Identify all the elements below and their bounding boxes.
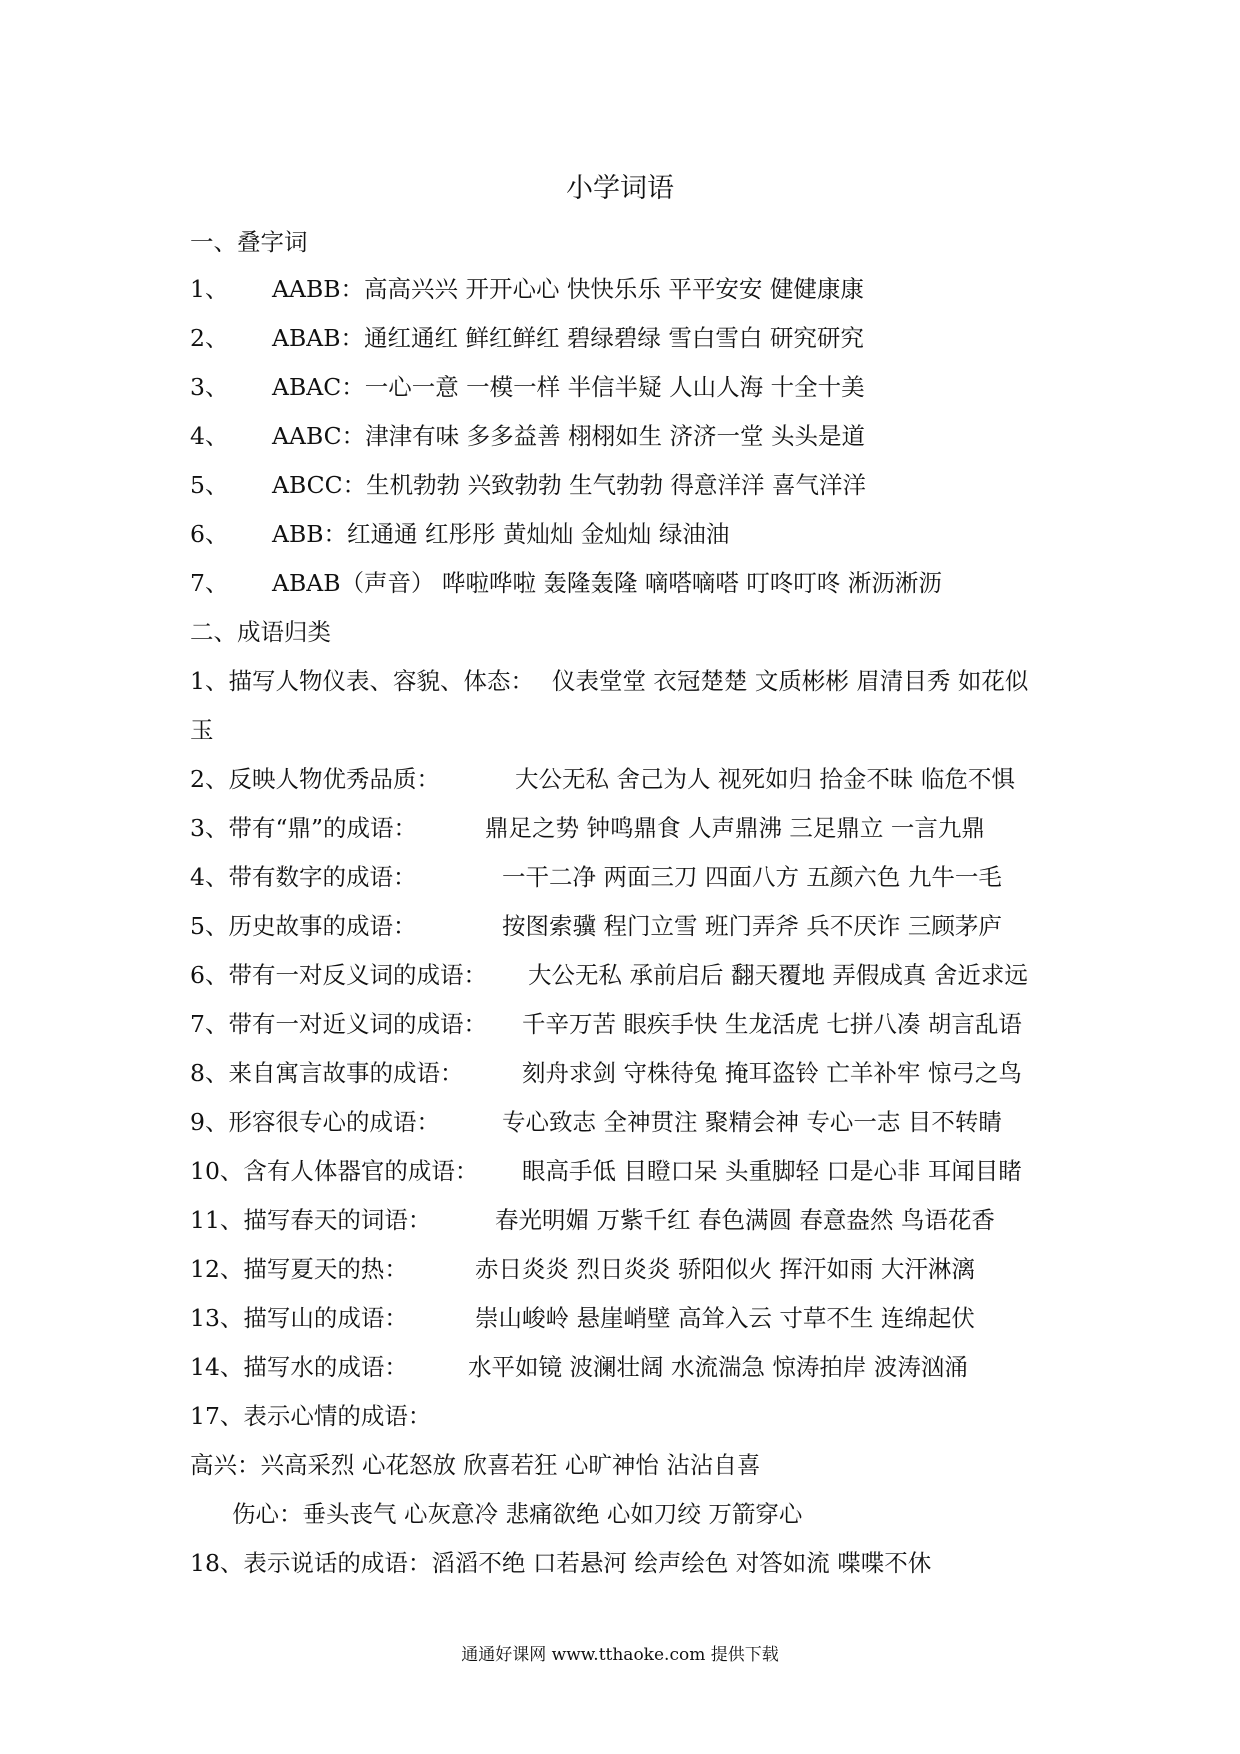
pattern-label: ABAB（声音）	[272, 569, 435, 597]
page-title: 小学词语	[566, 173, 674, 204]
section-heading: 一、叠字词	[190, 228, 308, 256]
pattern-label: ABCC：	[272, 471, 367, 499]
mood-happy-line: 高兴：兴高采烈 心花怒放 欣喜若狂 心旷神怡 沾沾自喜	[190, 1451, 761, 1479]
item-number: 7、	[190, 569, 229, 597]
item-number: 6、	[190, 520, 229, 548]
list-item	[190, 1058, 1022, 1088]
category-label: 4、带有数字的成语：	[190, 863, 417, 891]
item-number: 1、	[190, 275, 229, 303]
pattern-label: ABAC：	[272, 373, 365, 401]
pattern-label: ABB：	[272, 520, 348, 548]
word-list: 仪表堂堂 衣冠楚楚 文质彬彬 眉清目秀 如花似	[551, 667, 1029, 695]
item-number: 5、	[190, 471, 229, 499]
list-item: 18、表示说话的成语：滔滔不绝 口若悬河 绘声绘色 对答如流 喋喋不休	[190, 1549, 932, 1577]
word-list: 眼高手低 目瞪口呆 头重脚轻 口是心非 耳闻目睹	[522, 1157, 1022, 1185]
list-item	[190, 666, 1028, 696]
pattern-label: AABB：	[272, 275, 364, 303]
item-number: 2、	[190, 324, 229, 352]
wrapped-text: 玉	[190, 716, 214, 744]
list-item	[190, 1205, 995, 1235]
category-label: 9、形容很专心的成语：	[190, 1108, 440, 1136]
list-item	[190, 470, 866, 500]
list-item	[190, 372, 865, 402]
list-item	[190, 421, 865, 451]
pattern-label: AABC：	[272, 422, 366, 450]
list-item	[190, 1107, 1002, 1137]
word-list: 按图索骥 程门立雪 班门弄斧 兵不厌诈 三顾茅庐	[502, 912, 1002, 940]
category-label: 7、带有一对近义词的成语：	[190, 1010, 487, 1038]
category-label: 5、历史故事的成语：	[190, 912, 417, 940]
word-list: 鼎足之势 钟鸣鼎食 人声鼎沸 三足鼎立 一言九鼎	[485, 814, 985, 842]
word-list: 大公无私 舍己为人 视死如归 拾金不昧 临危不惧	[515, 765, 1015, 793]
category-label: 8、来自寓言故事的成语：	[190, 1059, 464, 1087]
word-list: 通红通红 鲜红鲜红 碧绿碧绿 雪白雪白 研究研究	[363, 324, 864, 352]
word-list: 大公无私 承前启后 翻天覆地 弄假成真 舍近求远	[528, 961, 1028, 989]
word-list: 千辛万苦 眼疾手快 生龙活虎 七拼八凑 胡言乱语	[522, 1010, 1022, 1038]
category-label: 13、描写山的成语：	[190, 1304, 408, 1332]
category-label: 10、含有人体器官的成语：	[190, 1157, 479, 1185]
list-item	[190, 960, 1028, 990]
list-item	[190, 1254, 975, 1284]
category-label: 6、带有一对反义词的成语：	[190, 961, 487, 989]
category-label: 2、反映人物优秀品质：	[190, 765, 440, 793]
category-label: 11、描写春天的词语：	[190, 1206, 432, 1234]
item-number: 4、	[190, 422, 229, 450]
list-item	[190, 1009, 1022, 1039]
category-label: 17、表示心情的成语：	[190, 1402, 432, 1430]
word-list: 生机勃勃 兴致勃勃 生气勃勃 得意洋洋 喜气洋洋	[366, 471, 867, 499]
word-list: 一心一意 一模一样 半信半疑 人山人海 十全十美	[364, 373, 865, 401]
category-label: 14、描写水的成语：	[190, 1353, 408, 1381]
word-list: 赤日炎炎 烈日炎炎 骄阳似火 挥汗如雨 大汗淋漓	[475, 1255, 975, 1283]
list-item	[190, 323, 864, 353]
word-list: 一干二净 两面三刀 四面八方 五颜六色 九牛一毛	[502, 863, 1002, 891]
word-list: 高高兴兴 开开心心 快快乐乐 平平安安 健健康康	[363, 275, 864, 303]
category-label: 12、描写夏天的热：	[190, 1255, 408, 1283]
word-list: 专心致志 全神贯注 聚精会神 专心一志 目不转睛	[502, 1108, 1002, 1136]
list-item	[190, 911, 1002, 941]
word-list: 津津有味 多多益善 栩栩如生 济济一堂 头头是道	[365, 422, 866, 450]
list-item	[190, 1156, 1022, 1186]
word-list: 水平如镜 波澜壮阔 水流湍急 惊涛拍岸 波涛汹涌	[468, 1353, 968, 1381]
category-label: 3、带有“鼎”的成语：	[190, 814, 417, 842]
word-list: 崇山峻岭 悬崖峭壁 高耸入云 寸草不生 连绵起伏	[475, 1304, 975, 1332]
list-item	[190, 568, 942, 598]
pattern-label: ABAB：	[272, 324, 364, 352]
word-list: 春光明媚 万紫千红 春色满圆 春意盎然 鸟语花香	[495, 1206, 995, 1234]
category-label: 1、描写人物仪表、容貌、体态：	[190, 667, 534, 695]
page-footer: 通通好课网 www.tthaoke.com 提供下载	[461, 1645, 779, 1665]
list-item	[190, 519, 729, 549]
item-number: 3、	[190, 373, 229, 401]
list-item	[190, 274, 864, 304]
word-list: 哗啦哗啦 轰隆轰隆 嘀嗒嘀嗒 叮咚叮咚 淅沥淅沥	[441, 569, 942, 597]
list-item	[190, 862, 1002, 892]
mood-sad-line: 伤心：垂头丧气 心灰意冷 悲痛欲绝 心如刀绞 万箭穿心	[232, 1500, 803, 1528]
list-item	[190, 813, 985, 843]
list-item	[190, 764, 1015, 794]
list-item	[190, 1303, 975, 1333]
list-item	[190, 1352, 968, 1382]
word-list: 红通通 红彤彤 黄灿灿 金灿灿 绿油油	[347, 520, 730, 548]
section-heading: 二、成语归类	[190, 618, 331, 646]
word-list: 刻舟求剑 守株待兔 掩耳盗铃 亡羊补牢 惊弓之鸟	[522, 1059, 1022, 1087]
